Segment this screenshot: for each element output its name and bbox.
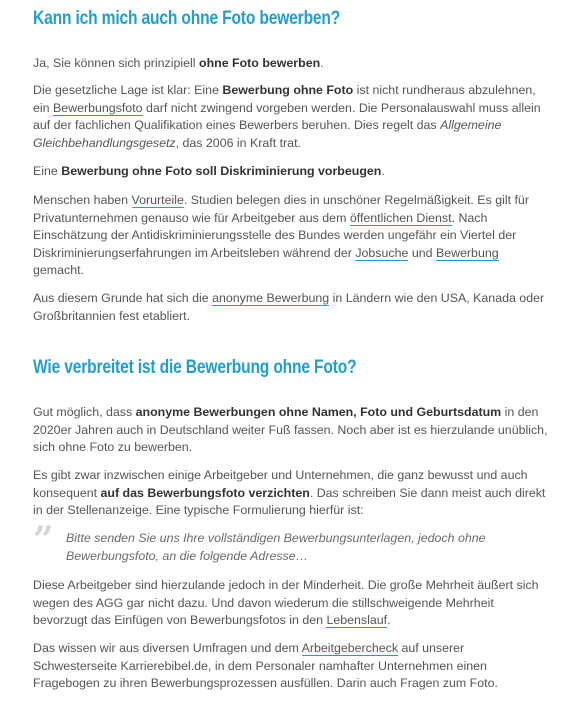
text: Es gibt zwar inzwischen einige Arbeitgeber und Unternehmen, die ganz bewusst und auch konsequent — [33, 468, 528, 500]
section-heading-ohne-foto: Kann ich mich auch ohne Foto bewerben? — [33, 8, 341, 29]
text: Das wissen wir aus diversen Umfragen und dem — [33, 641, 302, 655]
italic-text: Allgemeine Gleichbehandlungsgesetz — [33, 118, 502, 150]
text: Eine — [33, 164, 62, 178]
paragraph-intro — [33, 55, 548, 73]
text: . Nach Einschätzung der Antidiskriminierungsstelle des Bundes werden ungefähr ein Viertel der Diskriminierungserfahrungen im Arbeitsleben während der — [33, 210, 517, 260]
bold-text: auf das Bewerbungsfoto verzichten — [100, 485, 310, 500]
text: , das 2006 in Kraft trat. — [175, 135, 301, 150]
text: Ja, Sie können sich prinzipiell — [33, 56, 199, 70]
text: Aus diesem Grunde hat sich die — [33, 291, 213, 305]
link-bewerbungsfoto[interactable]: Bewerbungsfoto — [52, 100, 143, 115]
text: Die gesetzliche Lage ist klar: Eine — [33, 83, 223, 97]
text: . Das schreiben Sie dann meist auch direkt in der Stellenanzeige. Eine typische Formulierung hierfür ist: — [33, 485, 546, 517]
paragraph-minority — [33, 577, 548, 630]
text: auf unserer Schwesterseite Karrierebibel.de, in dem Personaler namhafter Unternehmen einen Fragebogen zu ihren Bewerbungsprozessen ausfüllen. Darin auch Fragen zum Foto. — [33, 641, 498, 690]
paragraph-discrimination — [33, 163, 548, 181]
text: . — [320, 56, 324, 70]
bold-text: ohne Foto bewerben — [199, 56, 321, 70]
text: . — [381, 164, 385, 178]
text: ist nicht rundheraus abzulehnen, ein — [33, 83, 536, 115]
text: gemacht. — [33, 263, 84, 277]
text: in den 2020er Jahren auch in Deutschland weiter Fuß fassen. Noch aber ist es hierzulande unüblich, sich ohne Foto zu bewerben. — [33, 405, 548, 454]
link-bewerbung[interactable]: Bewerbung — [435, 245, 499, 260]
link-vorurteile[interactable]: Vorurteile — [131, 193, 184, 207]
text: Gut möglich, dass — [33, 405, 136, 419]
section-heading-verbreitung: Wie verbreitet ist die Bewerbung ohne Foto? — [33, 357, 357, 378]
text: . — [387, 613, 391, 627]
link-arbeitgebercheck[interactable]: Arbeitgebercheck — [301, 641, 399, 655]
text: Menschen haben — [33, 193, 132, 207]
link-anonyme-bewerbung[interactable]: anonyme Bewerbung — [212, 291, 330, 305]
bold-text: Bewerbung ohne Foto soll Diskriminierung vorbeugen — [61, 164, 382, 178]
blockquote: Bitte senden Sie uns Ihre vollständigen Bewerbungsunterlagen, jedoch ohne Bewerbungsfoto, an die folgende Adresse… — [66, 531, 486, 563]
paragraph-legal — [33, 82, 548, 152]
link-jobsuche[interactable]: Jobsuche — [355, 245, 409, 260]
link-lebenslauf[interactable]: Lebenslauf — [326, 613, 388, 627]
text: . Studien belegen dies in unschöner Regelmäßigkeit. Es gilt für Privatunternehmen genauso wie für Arbeitgeber aus dem — [33, 193, 529, 225]
text: Diese Arbeitgeber sind hierzulande jedoch in der Minderheit. Die große Mehrheit äußert sich wegen des AGG gar nicht dazu. Und davon wiederum die stillschweigende Mehrheit bevorzugt das Einfügen von Bewerbungsfotos in den — [33, 578, 539, 627]
text: und — [408, 245, 436, 260]
paragraph-anonymous — [33, 290, 548, 325]
paragraph-prejudice — [33, 192, 548, 280]
text: darf nicht zwingend vorgeben werden. Die Personalauswahl muss allein auf der fachlichen Qualifikation eines Bewerbers beruhen. Dies regelt das — [33, 100, 541, 132]
bold-text: Bewerbung ohne Foto — [222, 83, 354, 97]
paragraph-survey — [33, 640, 548, 693]
bold-text: anonyme Bewerbungen ohne Namen, Foto und Geburtsdatum — [135, 405, 502, 419]
quote-mark-icon: ” — [33, 519, 54, 561]
text: in Ländern wie den USA, Kanada oder Großbritannien fest etabliert. — [33, 291, 545, 323]
paragraph-employers — [33, 467, 548, 520]
paragraph-trend — [33, 404, 548, 457]
link-oeffentlicher-dienst[interactable]: öffentlichen Dienst — [349, 210, 452, 225]
